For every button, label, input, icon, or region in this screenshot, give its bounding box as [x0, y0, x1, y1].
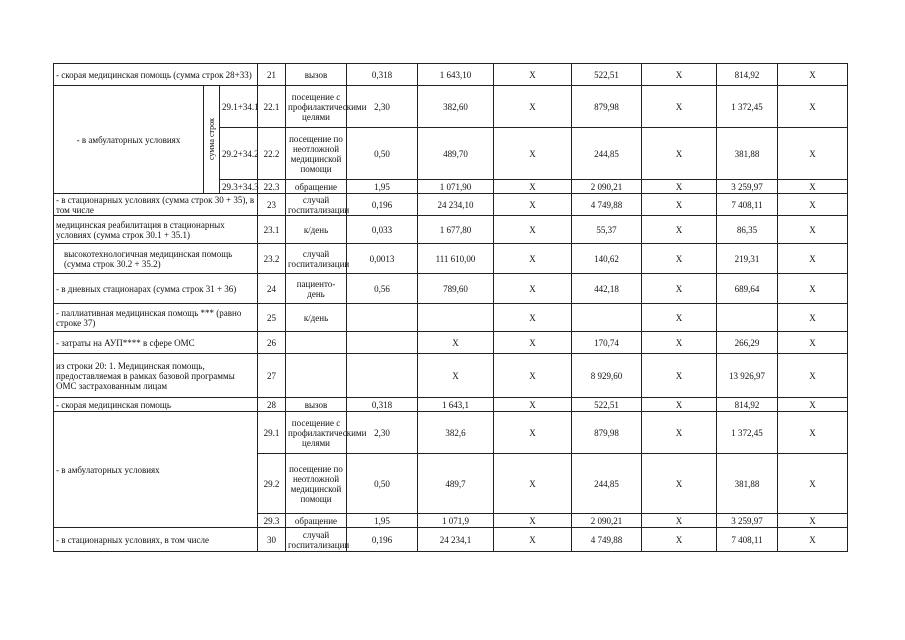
table-row — [54, 86, 848, 128]
value-cell: 2 090,21 — [572, 180, 642, 194]
value-cell: X — [778, 64, 848, 86]
value-cell: X — [778, 180, 848, 194]
value-cell: 244,85 — [572, 128, 642, 180]
value-cell: X — [494, 244, 572, 274]
value-cell: X — [778, 398, 848, 412]
unit-cell: вызов — [286, 64, 347, 86]
value-cell: 1,95 — [347, 180, 418, 194]
value-cell: X — [418, 354, 494, 398]
value-cell: X — [778, 454, 848, 514]
value-cell — [347, 354, 418, 398]
unit-cell: обращение — [286, 180, 347, 194]
row-number: 22.3 — [258, 180, 286, 194]
table-row — [54, 64, 848, 86]
value-cell: 814,92 — [717, 398, 778, 412]
value-cell — [717, 304, 778, 332]
value-cell: 7 408,11 — [717, 194, 778, 216]
unit-cell: посещение с профилактическими целями — [286, 86, 347, 128]
value-cell: 879,98 — [572, 412, 642, 454]
value-cell: 689,64 — [717, 274, 778, 304]
value-cell: 0,196 — [347, 528, 418, 552]
row-name: - в амбулаторных условиях — [54, 412, 258, 528]
value-cell: 0,033 — [347, 216, 418, 244]
value-cell: 0,196 — [347, 194, 418, 216]
value-cell: X — [642, 180, 717, 194]
row-number: 25 — [258, 304, 286, 332]
value-cell: X — [642, 244, 717, 274]
row-name: - паллиативная медицинская помощь *** (равно строке 37) — [54, 304, 258, 332]
value-cell: 0,318 — [347, 398, 418, 412]
value-cell — [418, 304, 494, 332]
value-cell: X — [642, 528, 717, 552]
value-cell: 1 372,45 — [717, 412, 778, 454]
value-cell: 381,88 — [717, 454, 778, 514]
value-cell: X — [494, 332, 572, 354]
value-cell: X — [778, 194, 848, 216]
unit-cell: случай госпитализации — [286, 528, 347, 552]
value-cell: X — [778, 86, 848, 128]
row-number: 24 — [258, 274, 286, 304]
unit-cell: обращение — [286, 514, 347, 528]
value-cell: X — [642, 194, 717, 216]
value-cell: X — [778, 128, 848, 180]
unit-cell: случай госпитализации — [286, 194, 347, 216]
value-cell: X — [642, 354, 717, 398]
value-cell: 489,70 — [418, 128, 494, 180]
value-cell — [347, 304, 418, 332]
unit-cell: случай госпитализации — [286, 244, 347, 274]
value-cell: 1 372,45 — [717, 86, 778, 128]
value-cell: X — [778, 354, 848, 398]
value-cell: 3 259,97 — [717, 514, 778, 528]
value-cell: 2 090,21 — [572, 514, 642, 528]
value-cell: X — [642, 332, 717, 354]
value-cell: 24 234,10 — [418, 194, 494, 216]
unit-cell — [286, 332, 347, 354]
value-cell: 4 749,88 — [572, 194, 642, 216]
value-cell: X — [778, 216, 848, 244]
value-cell: 7 408,11 — [717, 528, 778, 552]
row-number: 21 — [258, 64, 286, 86]
value-cell: 244,85 — [572, 454, 642, 514]
value-cell: 0,0013 — [347, 244, 418, 274]
financing-table — [53, 63, 848, 552]
row-number: 26 — [258, 332, 286, 354]
value-cell: 522,51 — [572, 64, 642, 86]
value-cell: 382,6 — [418, 412, 494, 454]
row-number: 23 — [258, 194, 286, 216]
value-cell: X — [642, 86, 717, 128]
value-cell: X — [642, 412, 717, 454]
value-cell: 0,50 — [347, 128, 418, 180]
value-cell: X — [778, 514, 848, 528]
value-cell: 2,30 — [347, 86, 418, 128]
row-number: 28 — [258, 398, 286, 412]
value-cell: 489,7 — [418, 454, 494, 514]
code-cell: 29.2+34.2 — [220, 128, 258, 180]
row-number: 22.2 — [258, 128, 286, 180]
table-row — [54, 194, 848, 216]
row-name: медицинская реабилитация в стационарных условиях (сумма строк 30.1 + 35.1) — [54, 216, 258, 244]
value-cell: X — [494, 398, 572, 412]
value-cell: 879,98 — [572, 86, 642, 128]
value-cell: 0,318 — [347, 64, 418, 86]
value-cell — [347, 332, 418, 354]
row-number: 29.3 — [258, 514, 286, 528]
unit-cell: к/день — [286, 304, 347, 332]
table-row — [54, 528, 848, 552]
value-cell: X — [778, 304, 848, 332]
value-cell: X — [494, 180, 572, 194]
value-cell: X — [778, 412, 848, 454]
value-cell: X — [494, 216, 572, 244]
value-cell: X — [642, 128, 717, 180]
table-row — [54, 216, 848, 244]
unit-cell: вызов — [286, 398, 347, 412]
unit-cell: посещение по неотложной медицинской помощи — [286, 128, 347, 180]
value-cell: 266,29 — [717, 332, 778, 354]
table-row — [54, 274, 848, 304]
row-name: - в амбулаторных условиях — [54, 86, 204, 194]
row-name: высокотехнологичная медицинская помощь (сумма строк 30.2 + 35.2) — [54, 244, 258, 274]
value-cell: 442,18 — [572, 274, 642, 304]
unit-cell: посещение с профилактическими целями — [286, 412, 347, 454]
code-cell: 29.3+34.3 — [220, 180, 258, 194]
row-number: 27 — [258, 354, 286, 398]
value-cell: 1 677,80 — [418, 216, 494, 244]
row-name: - скорая медицинская помощь (сумма строк 28+33) — [54, 64, 258, 86]
value-cell: X — [494, 454, 572, 514]
value-cell: X — [642, 514, 717, 528]
value-cell: 140,62 — [572, 244, 642, 274]
table-row — [54, 332, 848, 354]
unit-cell — [286, 354, 347, 398]
value-cell: 2,30 — [347, 412, 418, 454]
value-cell: X — [642, 274, 717, 304]
row-name: - в дневных стационарах (сумма строк 31 + 36) — [54, 274, 258, 304]
table-row — [54, 412, 848, 454]
table-row — [54, 398, 848, 412]
value-cell: 789,60 — [418, 274, 494, 304]
value-cell: X — [778, 244, 848, 274]
value-cell: X — [418, 332, 494, 354]
value-cell: X — [642, 398, 717, 412]
value-cell: 814,92 — [717, 64, 778, 86]
value-cell: 381,88 — [717, 128, 778, 180]
row-name: - в стационарных условиях (сумма строк 30 + 35), в том числе — [54, 194, 258, 216]
code-cell: 29.1+34.1 — [220, 86, 258, 128]
value-cell: X — [494, 514, 572, 528]
value-cell: X — [494, 304, 572, 332]
value-cell: X — [494, 86, 572, 128]
value-cell: 1 071,9 — [418, 514, 494, 528]
value-cell: X — [778, 332, 848, 354]
value-cell: 3 259,97 — [717, 180, 778, 194]
table-row — [54, 354, 848, 398]
value-cell: 219,31 — [717, 244, 778, 274]
value-cell: X — [494, 128, 572, 180]
value-cell: 4 749,88 — [572, 528, 642, 552]
unit-cell: пациенто-день — [286, 274, 347, 304]
value-cell: X — [778, 528, 848, 552]
value-cell: 55,37 — [572, 216, 642, 244]
value-cell: X — [642, 304, 717, 332]
row-number: 29.2 — [258, 454, 286, 514]
row-name: - в стационарных условиях, в том числе — [54, 528, 258, 552]
table-row — [54, 304, 848, 332]
unit-cell: посещение по неотложной медицинской помощи — [286, 454, 347, 514]
value-cell: X — [494, 354, 572, 398]
value-cell: X — [494, 412, 572, 454]
row-number: 23.2 — [258, 244, 286, 274]
value-cell: 522,51 — [572, 398, 642, 412]
value-cell: X — [494, 64, 572, 86]
value-cell: 1,95 — [347, 514, 418, 528]
value-cell: 13 926,97 — [717, 354, 778, 398]
value-cell: 0,56 — [347, 274, 418, 304]
value-cell: 1 071,90 — [418, 180, 494, 194]
row-number: 29.1 — [258, 412, 286, 454]
value-cell: 382,60 — [418, 86, 494, 128]
value-cell: X — [494, 528, 572, 552]
value-cell: X — [642, 216, 717, 244]
row-number: 23.1 — [258, 216, 286, 244]
value-cell: X — [642, 454, 717, 514]
value-cell: X — [778, 274, 848, 304]
value-cell: X — [494, 194, 572, 216]
row-number: 22.1 — [258, 86, 286, 128]
value-cell: X — [494, 274, 572, 304]
value-cell: 24 234,1 — [418, 528, 494, 552]
value-cell: 86,35 — [717, 216, 778, 244]
row-number: 30 — [258, 528, 286, 552]
value-cell: 8 929,60 — [572, 354, 642, 398]
value-cell: 0,50 — [347, 454, 418, 514]
value-cell — [572, 304, 642, 332]
value-cell: 1 643,10 — [418, 64, 494, 86]
group-label: сумма строк — [204, 86, 220, 194]
row-name: - затраты на АУП**** в сфере ОМС — [54, 332, 258, 354]
value-cell: 111 610,00 — [418, 244, 494, 274]
value-cell: 170,74 — [572, 332, 642, 354]
unit-cell: к/день — [286, 216, 347, 244]
value-cell: 1 643,1 — [418, 398, 494, 412]
table-row — [54, 244, 848, 274]
row-name: из строки 20: 1. Медицинская помощь, предоставляемая в рамках базовой программы ОМС застрахованным лицам — [54, 354, 258, 398]
value-cell: X — [642, 64, 717, 86]
row-name: - скорая медицинская помощь — [54, 398, 258, 412]
